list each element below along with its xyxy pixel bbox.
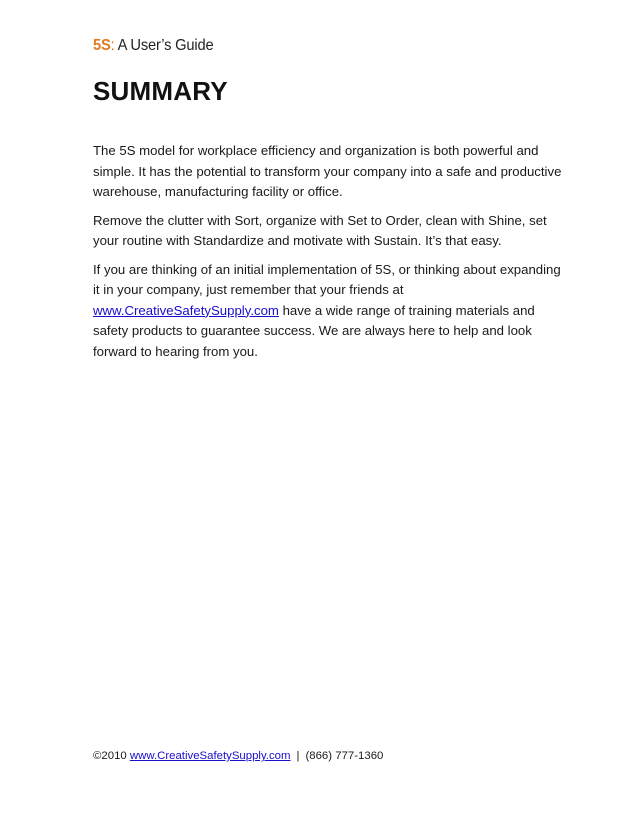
footer-separator: | [296, 750, 300, 762]
paragraph-3-text-before: If you are thinking of an initial implementation of 5S, or thinking about expanding it in your company, just remember that your friends at [93, 261, 561, 297]
footer-phone: (866) 777-1360 [305, 750, 384, 762]
paragraph-2: Remove the clutter with Sort, organize with Set to Order, clean with Shine, set your routine with Standardize and motivate with Sustain. It’s that easy. [93, 212, 547, 248]
paragraph-1: The 5S model for workplace efficiency and organization is both powerful and simple. It has the potential to transform your company into a safe and productive warehouse, manufacturing facility or office. [93, 143, 562, 199]
running-header [93, 37, 214, 55]
paragraph-3-text-after: have a wide range of training materials and safety products to guarantee success. We are always here to help and look forward to hearing from you. [93, 302, 535, 359]
page-title: SUMMARY [93, 76, 228, 106]
summary-body [93, 141, 563, 370]
header-brand: 5S [93, 37, 111, 54]
page-footer [93, 750, 383, 762]
footer-website-link[interactable]: www.CreativeSafetySupply.com [129, 750, 291, 762]
footer-copyright: ©2010 [93, 750, 130, 762]
paragraph-3 [93, 260, 563, 363]
header-colon: : [110, 37, 115, 54]
creative-safety-supply-link[interactable]: www.CreativeSafetySupply.com [93, 302, 279, 318]
header-subtitle: A User’s Guide [114, 37, 214, 54]
